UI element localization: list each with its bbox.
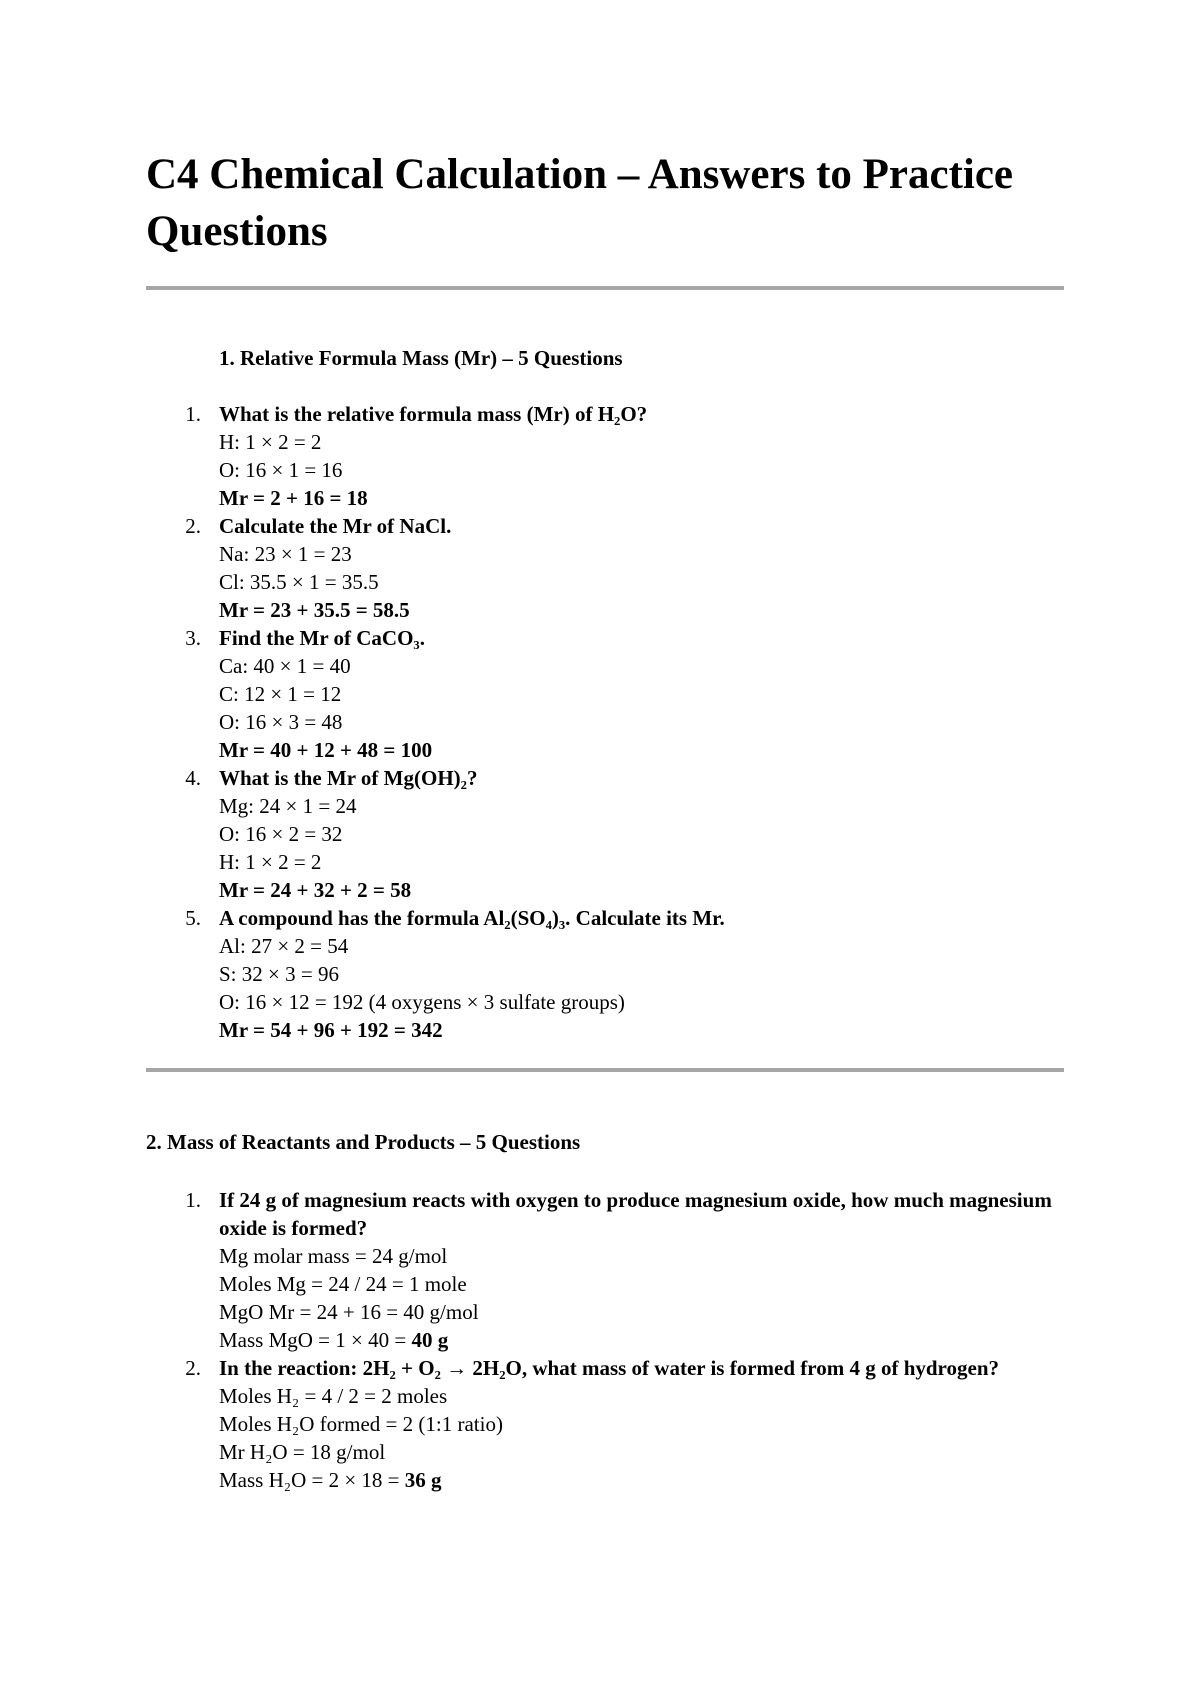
question-item [175, 1186, 1075, 1354]
question-text: What is the Mr of Mg(OH)₂? [219, 766, 478, 790]
section-2-question-list [175, 1186, 1075, 1494]
horizontal-divider [146, 1068, 1064, 1072]
question-number: 5. [185, 906, 201, 930]
question-number: 4. [185, 766, 201, 790]
question-item [175, 904, 1075, 1044]
working-line: O: 16 × 12 = 192 (4 oxygens × 3 sulfate groups) [219, 990, 625, 1014]
question-number: 1. [185, 402, 201, 426]
answer-value: 40 g [411, 1328, 449, 1352]
question-item [175, 1354, 1075, 1494]
question-item [175, 512, 1075, 624]
working-line: O: 16 × 2 = 32 [219, 822, 343, 846]
question-text: Find the Mr of CaCO₃. [219, 626, 425, 650]
working-line: O: 16 × 1 = 16 [219, 458, 343, 482]
question-number: 2. [185, 514, 201, 538]
question-text: What is the relative formula mass (Mr) of H₂O? [219, 402, 648, 426]
working-line: H: 1 × 2 = 2 [219, 850, 322, 874]
answer-line [219, 1466, 1075, 1494]
question-number: 2. [185, 1356, 201, 1380]
answer-line: Mr = 2 + 16 = 18 [219, 486, 368, 510]
question-text: A compound has the formula Al₂(SO₄)₃. Calculate its Mr. [219, 906, 725, 930]
working-line: Moles H₂ = 4 / 2 = 2 moles [219, 1384, 448, 1408]
question-text: Calculate the Mr of NaCl. [219, 514, 452, 538]
working-line: Mg molar mass = 24 g/mol [219, 1244, 448, 1268]
answer-line: Mr = 40 + 12 + 48 = 100 [219, 738, 433, 762]
working-line: Mg: 24 × 1 = 24 [219, 794, 357, 818]
working-line: O: 16 × 3 = 48 [219, 710, 343, 734]
working-line: Cl: 35.5 × 1 = 35.5 [219, 570, 379, 594]
answer-line [219, 1326, 1075, 1354]
working-line: C: 12 × 1 = 12 [219, 682, 342, 706]
question-text: If 24 g of magnesium reacts with oxygen to produce magnesium oxide, how much magnesium oxide is formed? [219, 1188, 1052, 1240]
answer-prefix: Mass H₂O = 2 × 18 = [219, 1468, 405, 1492]
section-1-question-list [175, 400, 1075, 1044]
page-title: C4 Chemical Calculation – Answers to Practice Questions [146, 151, 1014, 255]
question-text: In the reaction: 2H₂ + O₂ → 2H₂O, what mass of water is formed from 4 g of hydrogen? [219, 1356, 999, 1380]
answer-value: 36 g [404, 1468, 442, 1492]
section-1-heading: 1. Relative Formula Mass (Mr) – 5 Questions [219, 346, 623, 370]
working-line: Na: 23 × 1 = 23 [219, 542, 352, 566]
answer-line: Mr = 54 + 96 + 192 = 342 [219, 1018, 443, 1042]
answer-line: Mr = 23 + 35.5 = 58.5 [219, 598, 410, 622]
horizontal-divider [146, 286, 1064, 290]
section-2-heading: 2. Mass of Reactants and Products – 5 Questions [146, 1130, 581, 1154]
working-line: S: 32 × 3 = 96 [219, 962, 339, 986]
working-line: Mr H₂O = 18 g/mol [219, 1440, 386, 1464]
working-line: Moles Mg = 24 / 24 = 1 mole [219, 1272, 467, 1296]
question-item [175, 400, 1075, 512]
working-line: Moles H₂O formed = 2 (1:1 ratio) [219, 1412, 503, 1436]
question-item [175, 764, 1075, 904]
working-line: Ca: 40 × 1 = 40 [219, 654, 351, 678]
working-line: H: 1 × 2 = 2 [219, 430, 322, 454]
working-line: Al: 27 × 2 = 54 [219, 934, 349, 958]
working-line: MgO Mr = 24 + 16 = 40 g/mol [219, 1300, 479, 1324]
answer-line: Mr = 24 + 32 + 2 = 58 [219, 878, 412, 902]
answer-prefix: Mass MgO = 1 × 40 = [219, 1328, 412, 1352]
question-number: 1. [185, 1188, 201, 1212]
question-item [175, 624, 1075, 764]
question-number: 3. [185, 626, 201, 650]
